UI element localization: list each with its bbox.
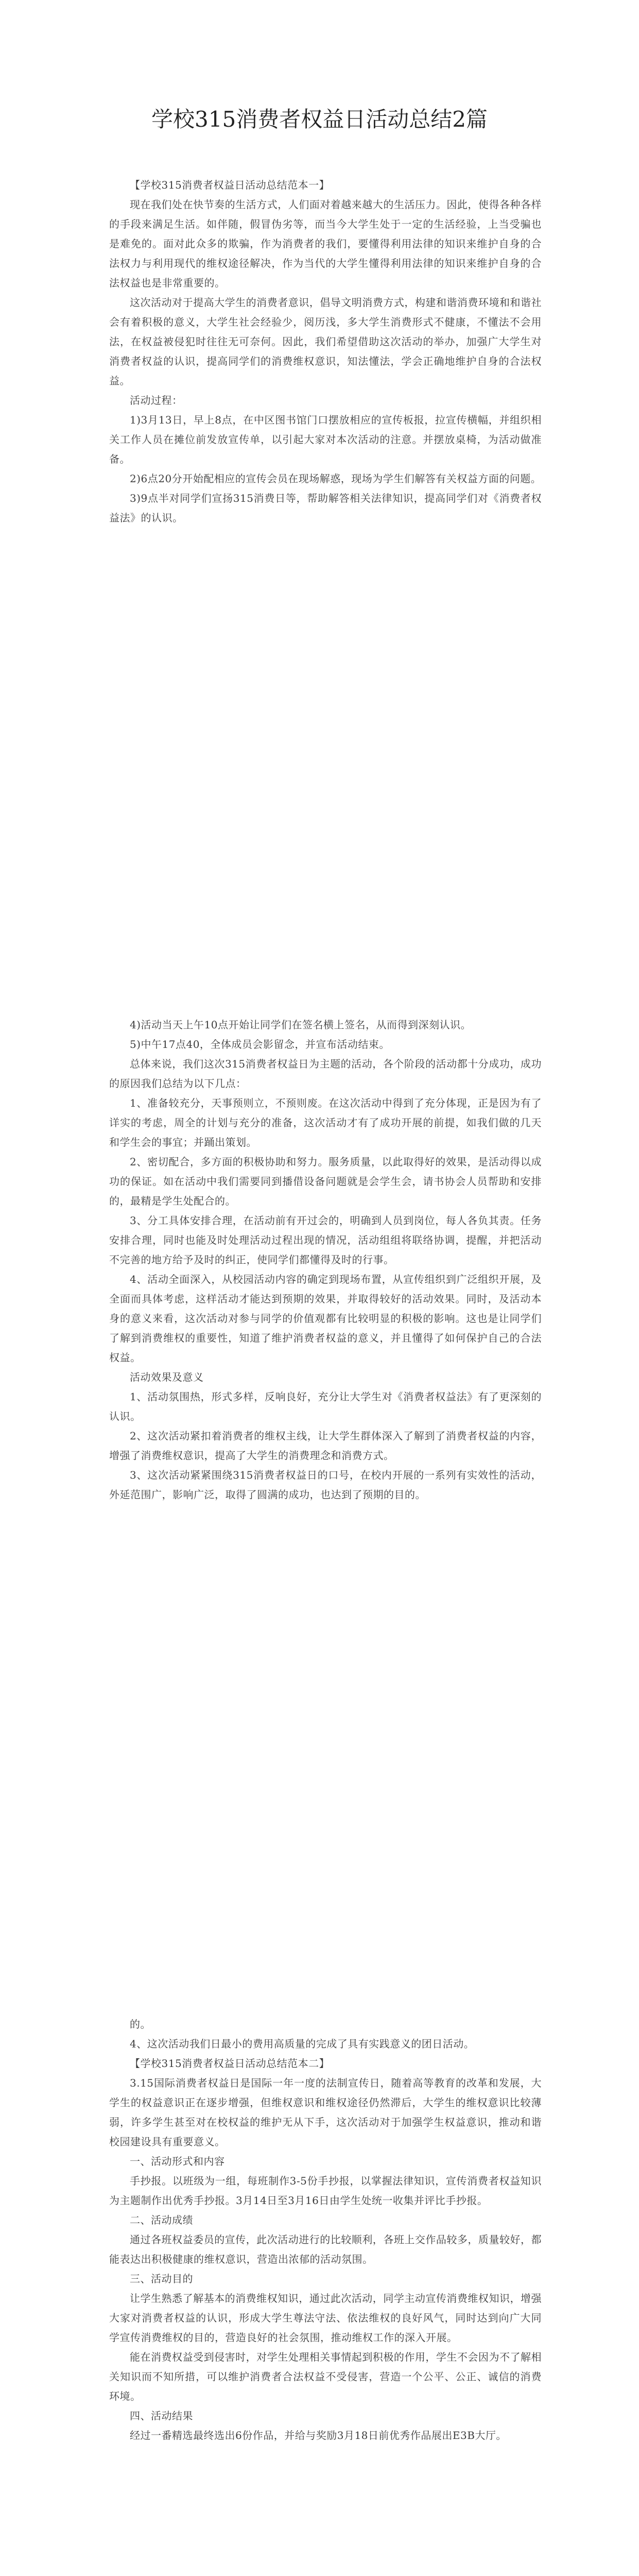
paragraph: 4)活动当天上午10点开始让同学们在签名横上签名，从而得到深刻认识。	[130, 1019, 471, 1031]
paragraph: 4、这次活动我们日最小的费用高质量的完成了具有实践意义的团日活动。	[130, 2038, 475, 2050]
paragraph: 2、密切配合，多方面的积极协助和努力。服务质量，以此取得好的效果，是活动得以成功的保证。如在活动中我们需要同到播借设备问题就是会学生会，请书协会人员帮助和安排的，最精是学生处配合的。	[109, 1156, 542, 1207]
paragraph: 3、这次活动紧紧围绕315消费者权益日的口号，在校内开展的一系列有实效性的活动，外延范围广，影响广泛，取得了圆满的成功，也达到了预期的目的。	[109, 1469, 542, 1501]
paragraph: 【学校315消费者权益日活动总结范本一】	[130, 179, 330, 191]
paragraph: 1)3月13日，早上8点，在中区图书馆门口摆放相应的宣传板报，拉宣传横幅，并组织相关工作人员在摊位前发放宣传单，以引起大家对本次活动的注意。并摆放桌椅，为活动做准备。	[109, 414, 542, 465]
paragraph: 三、活动目的	[130, 2273, 193, 2285]
paragraph: 活动过程：	[130, 394, 183, 406]
paragraph: 总体来说，我们这次315消费者权益日为主题的活动，各个阶段的活动都十分成功，成功的原因我们总结为以下几点：	[109, 1058, 542, 1090]
paragraph: 通过各班权益委员的宣传，此次活动进行的比较顺利，各班上交作品较多，质量较好，都能表达出积极健康的维权意识，营造出浓郁的活动氛围。	[109, 2233, 542, 2265]
paragraph: 的。	[130, 2018, 151, 2030]
content-block-3	[109, 2014, 542, 2445]
paragraph: 2)6点20分开始配相应的宣传会员在现场解惑，现场为学生们解答有关权益方面的问题。	[130, 472, 542, 485]
paragraph: 现在我们处在快节奏的生活方式，人们面对着越来越大的生活压力。因此，使得各种各样的手段来满足生活。如伴随，假冒伪劣等，而当今大学生处于一定的生活经验，上当受骗也是难免的。面对此众多的欺骗，作为消费者的我们，要懂得利用法律的知识来维护自身的合法权力与利用现代的维权途径解决，作为当代的大学生懂得利用法律的知识来维护自身的合法权益也是非常重要的。	[109, 198, 542, 289]
paragraph: 二、活动成绩	[130, 2214, 193, 2226]
content-block-1	[109, 175, 542, 528]
paragraph: 4、活动全面深入，从校园活动内容的确定到现场布置，从宣传组织到广泛组织开展，及全面而具体考虑，这样活动才能达到预期的效果，并取得较好的活动效果。同时，及活动本身的意义来看，这次活动对参与同学的价值观都有比较明显的积极的影响。这也是让同学们了解到消费维权的重要性，知道了维护消费者权益的意义，并且懂得了如何保护自己的合法权益。	[109, 1273, 542, 1364]
paragraph: 1、准备较充分，天事预则立，不预则废。在这次活动中得到了充分体现，正是因为有了详实的考虑，周全的计划与充分的准备，这次活动才有了成功开展的前提，如我们做的几天和学生会的事宜；并踊出策划。	[109, 1097, 542, 1148]
paragraph: 1、活动氛围热，形式多样，反响良好，充分让大学生对《消费者权益法》有了更深刻的认识。	[109, 1391, 542, 1422]
paragraph: 能在消费权益受到侵害时，对学生处理相关事情起到积极的作用，学生不会因为不了解相关知识而不知所措，可以维护消费者合法权益不受侵害，营造一个公平、公正、诚信的消费环境。	[109, 2351, 542, 2402]
paragraph: 3、分工具体安排合理，在活动前有开过会的，明确到人员到岗位，每人各负其责。任务安排合理，同时也能及时处理活动过程出现的情况，活动组组将联络协调，提醒，并把活动不完善的地方给予及时的纠正，使同学们都懂得及时的行事。	[109, 1214, 542, 1266]
document-title: 学校315消费者权益日活动总结2篇	[151, 107, 488, 132]
paragraph: 5)中午17点40，全体成员会影留念，并宣布活动结束。	[130, 1038, 390, 1050]
paragraph: 让学生熟悉了解基本的消费维权知识，通过此次活动，同学主动宣传消费维权知识，增强大家对消费者权益的认识，形成大学生尊法守法、依法维权的良好风气，同时达到向广大同学宣传消费维权的目的，营造良好的社会氛围，推动维权工作的深入开展。	[109, 2292, 542, 2344]
paragraph: 2、这次活动紧扣着消费者的维权主线，让大学生群体深入了解到了消费者权益的内容，增强了消费维权意识，提高了大学生的消费理念和消费方式。	[109, 1430, 542, 1462]
paragraph: 3)9点半对同学们宣扬315消费日等，帮助解答相关法律知识，提高同学们对《消费者权益法》的认识。	[109, 492, 542, 524]
paragraph: 经过一番精选最终选出6份作品，并给与奖励3月18日前优秀作品展出E3B大厅。	[130, 2429, 507, 2442]
paragraph: 活动效果及意义	[130, 1371, 204, 1383]
paragraph: 手抄报。以班级为一组，每班制作3-5份手抄报，以掌握法律知识，宣传消费者权益知识为主题制作出优秀手抄报。3月14日至3月16日由学生处统一收集并评比手抄报。	[109, 2175, 542, 2207]
content-block-2	[109, 1015, 542, 1504]
paragraph: 【学校315消费者权益日活动总结范本二】	[130, 2057, 330, 2070]
paragraph: 四、活动结果	[130, 2410, 193, 2422]
paragraph: 这次活动对于提高大学生的消费者意识，倡导文明消费方式，构建和谐消费环境和和谐社会有着积极的意义，大学生社会经验少，阅历浅，多大学生消费形式不健康，不懂法不会用法，在权益被侵犯时往往无可奈何。因此，我们希望借助这次活动的举办，加强广大学生对消费者权益的认识，提高同学们的消费维权意识，知法懂法，学会正确地维护自身的合法权益。	[109, 296, 542, 387]
paragraph: 3.15国际消费者权益日是国际一年一度的法制宣传日，随着高等教育的改革和发展，大学生的权益意识正在逐步增强，但维权意识和维权途径仍然滞后，大学生的维权意识比较薄弱，许多学生甚至对在校权益的维护无从下手，这次活动对于加强学生权益意识，推动和谐校园建设具有重要意义。	[109, 2077, 542, 2148]
paragraph: 一、活动形式和内容	[130, 2155, 225, 2167]
